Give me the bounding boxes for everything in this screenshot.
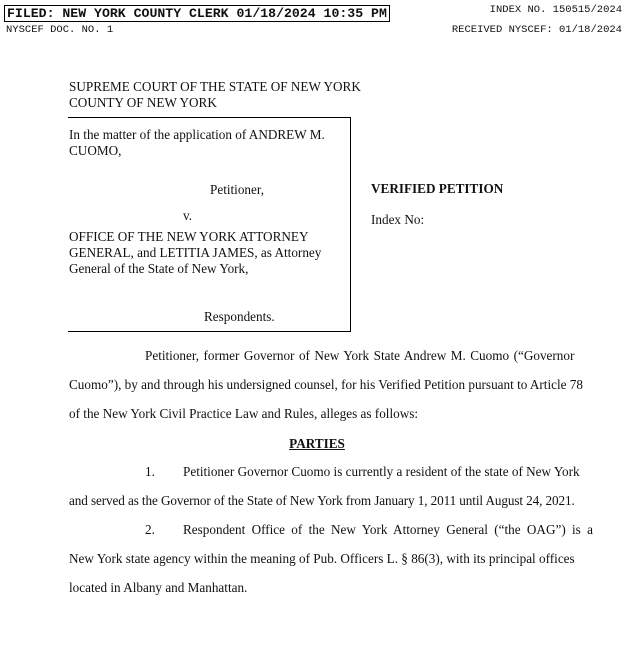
paragraph-line: Respondent Office of the New York Attorney General (“the OAG”) is a <box>183 522 593 537</box>
index-number-label: Index No: <box>371 212 425 227</box>
caption-respondent-line: General of the State of New York, <box>69 261 249 276</box>
caption-respondent-line: OFFICE OF THE NEW YORK ATTORNEY <box>69 229 309 244</box>
court-name: SUPREME COURT OF THE STATE OF NEW YORK <box>69 79 361 94</box>
filed-stamp: FILED: NEW YORK COUNTY CLERK 01/18/2024 10:35 PM <box>4 5 390 22</box>
intro-line: of the New York Civil Practice Law and Rules, alleges as follows: <box>69 406 419 421</box>
versus-label: v. <box>183 208 193 223</box>
section-heading-parties: PARTIES <box>289 436 345 451</box>
paragraph-line: New York state agency within the meaning of Pub. Officers L. § 86(3), with its principal offices <box>69 551 575 566</box>
paragraph-number: 1. <box>145 464 155 479</box>
received-date: RECEIVED NYSCEF: 01/18/2024 <box>451 24 622 36</box>
petitioner-label: Petitioner, <box>210 182 265 197</box>
respondents-label: Respondents. <box>204 309 275 324</box>
paragraph-line: located in Albany and Manhattan. <box>69 580 248 595</box>
paragraph-number: 2. <box>145 522 155 537</box>
caption-matter <box>69 127 339 159</box>
paragraph-line: and served as the Governor of the State of New York from January 1, 2011 until August 24, 2021. <box>69 493 575 508</box>
paragraph-line: Petitioner Governor Cuomo is currently a resident of the state of New York <box>183 464 580 479</box>
court-heading <box>69 79 361 111</box>
nyscef-doc-number: NYSCEF DOC. NO. 1 <box>6 24 114 36</box>
index-number: INDEX NO. 150515/2024 <box>489 4 622 16</box>
document-title: VERIFIED PETITION <box>371 181 504 196</box>
county-name: COUNTY OF NEW YORK <box>69 95 217 110</box>
caption-matter-line: CUOMO, <box>69 143 122 158</box>
intro-line: Petitioner, former Governor of New York State Andrew M. Cuomo (“Governor <box>145 348 575 363</box>
caption-respondent-line: GENERAL, and LETITIA JAMES, as Attorney <box>69 245 322 260</box>
caption-respondent <box>69 229 339 277</box>
caption-matter-line: In the matter of the application of ANDREW M. <box>69 127 325 142</box>
intro-line: Cuomo”), by and through his undersigned counsel, for his Verified Petition pursuant to Article 78 <box>69 377 583 392</box>
